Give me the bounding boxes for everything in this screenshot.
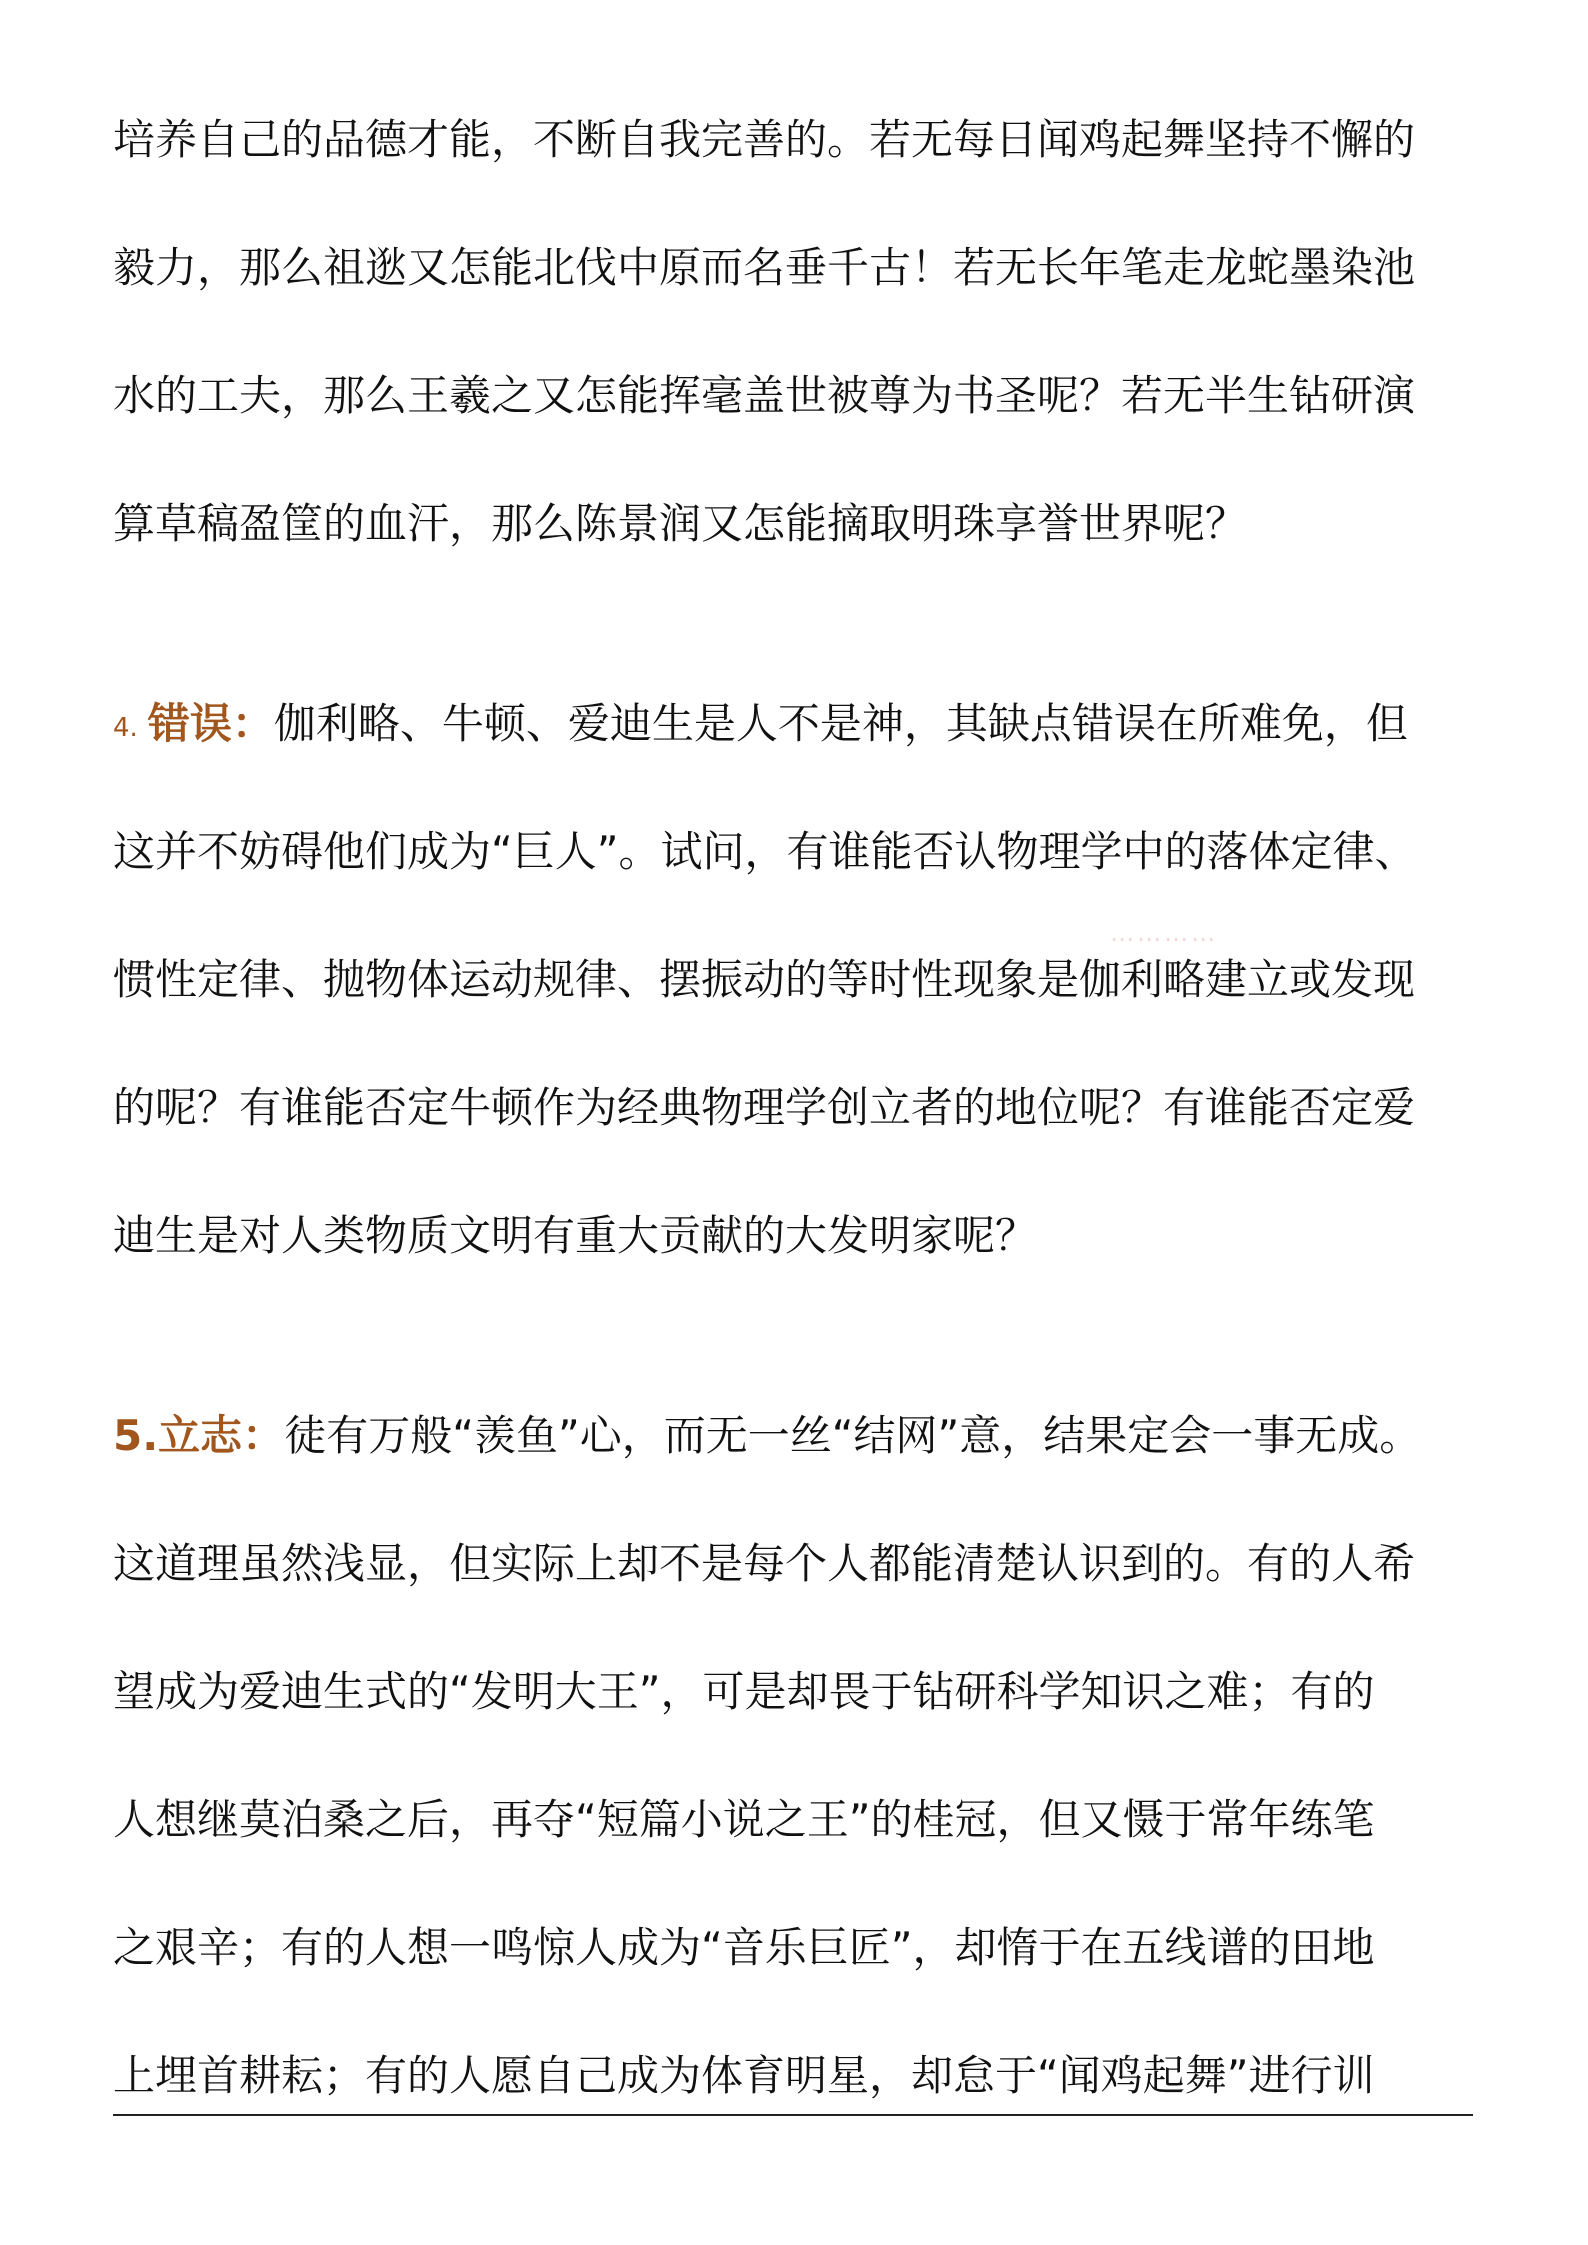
paragraph-line: 惯性定律、抛物体运动规律、摆振动的等时性现象是伽利略建立或发现 [113, 955, 1416, 1004]
paragraph-line: 毅力，那么祖逖又怎能北伐中原而名垂千古！若无长年笔走龙蛇墨染池 [113, 243, 1416, 292]
paragraph-line: 培养自己的品德才能，不断自我完善的。若无每日闻鸡起舞坚持不懈的 [113, 115, 1416, 164]
strike-through-rule [113, 2114, 1473, 2116]
paragraph-line: 的呢？有谁能否定牛顿作为经典物理学创立者的地位呢？有谁能否定爱 [113, 1083, 1416, 1132]
section-4-first-line [113, 694, 1408, 754]
faint-stamp-mark: ⋯⋯⋯⋯ [1110, 925, 1218, 953]
paragraph-line: 这并不妨碍他们成为“巨人”。试问，有谁能否认物理学中的落体定律、 [113, 827, 1417, 876]
paragraph-line: 望成为爱迪生式的“发明大王”，可是却畏于钻研科学知识之难；有的 [113, 1667, 1375, 1716]
paragraph-line: 上埋首耕耘；有的人愿自己成为体育明星，却怠于“闻鸡起舞”进行训 [113, 2051, 1375, 2100]
paragraph-line: 水的工夫，那么王羲之又怎能挥毫盖世被尊为书圣呢？若无半生钻研演 [113, 371, 1416, 420]
section-5-heading: 5.立志： [113, 1411, 285, 1460]
paragraph-line: 算草稿盈筐的血汗，那么陈景润又怎能摘取明珠享誉世界呢？ [113, 499, 1248, 548]
section-5-text: 徒有万般“羡鱼”心，而无一丝“结网”意，结果定会一事无成。 [284, 1411, 1422, 1460]
section-5-first-line [113, 1406, 1421, 1466]
paragraph-line: 人想继莫泊桑之后，再夺“短篇小说之王”的桂冠，但又慑于常年练笔 [113, 1795, 1375, 1844]
paragraph-line: 迪生是对人类物质文明有重大贡献的大发明家呢？ [113, 1211, 1038, 1260]
section-4-text: 伽利略、牛顿、爱迪生是人不是神，其缺点错误在所难免，但 [273, 699, 1408, 748]
section-4-number: 4. [113, 713, 138, 743]
section-4-heading: 错误： [147, 699, 274, 748]
paragraph-line: 之艰辛；有的人想一鸣惊人成为“音乐巨匠”，却惰于在五线谱的田地 [113, 1923, 1375, 1972]
paragraph-line: 这道理虽然浅显，但实际上却不是每个人都能清楚认识到的。有的人希 [113, 1539, 1416, 1588]
